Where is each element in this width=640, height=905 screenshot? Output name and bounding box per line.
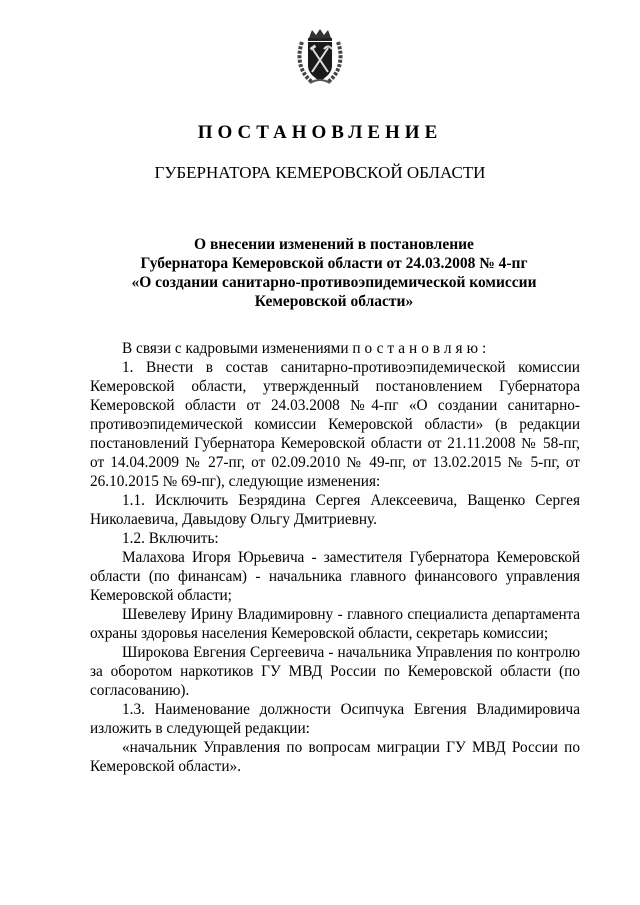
coat-of-arms-icon <box>296 28 344 86</box>
new-position-quote: «начальник Управления по вопросам миграции ГУ МВД России по Кемеровской области». <box>90 739 580 775</box>
clause-1-1: 1.1. Исключить Безрядина Сергея Алексеевича, Ващенко Сергея Николаевича, Давыдову Ольгу Дмитриевну. <box>90 492 580 528</box>
document-body <box>90 339 580 776</box>
issuing-authority: ГУБЕРНАТОРА КЕМЕРОВСКОЙ ОБЛАСТИ <box>154 163 486 182</box>
member-shirokov: Широкова Евгения Сергеевича - начальника Управления по контролю за оборотом наркотиков ГУ МВД России по Кемеровской области (по согласованию). <box>90 644 580 699</box>
member-sheveleva: Шевелеву Ирину Владимировну - главного специалиста департамента охраны здоровья населения Кемеровской области, секретарь комиссии; <box>90 606 580 642</box>
subject-line: Губернатора Кемеровской области от 24.03.2008 № 4-пг <box>140 255 528 272</box>
subject-line: Кемеровской области» <box>254 293 414 310</box>
subject-line: О внесении изменений в постановление <box>194 236 474 253</box>
intro-paragraph <box>90 339 580 358</box>
clause-1: 1. Внести в состав санитарно-противоэпидемической комиссии Кемеровской области, утвержденный постановлением Губернатора Кемеровской области от 24.03.2008 №4-пг «О создании санитарно-противоэпидемической комиссии Кемеровской области» (в редакции постановлений Губернатора Кемеровской области от 21.11.2008 № 58-пг, от 14.04.2009 № 27-пг, от 02.09.2010 № 49-пг, от 13.02.2015 № 5-пг, от 26.10.2015 № 69-пг), следующие изменения: <box>90 359 580 490</box>
intro-spaced-word: постановляю: <box>352 340 491 357</box>
subject-line: «О создании санитарно-противоэпидемической комиссии <box>131 274 537 291</box>
clause-1-3: 1.3. Наименование должности Осипчука Евгения Владимировича изложить в следующей редакции: <box>90 701 580 737</box>
member-malakhov: Малахова Игоря Юрьевича - заместителя Губернатора Кемеровской области (по финансам) - начальника главного финансового управления Кемеровской области; <box>90 549 580 604</box>
document-type-title: ПОСТАНОВЛЕНИЕ <box>197 122 443 143</box>
intro-text: В связи с кадровыми изменениями <box>122 340 349 357</box>
clause-1-2: 1.2. Включить: <box>122 530 219 547</box>
document-subject <box>90 235 578 311</box>
